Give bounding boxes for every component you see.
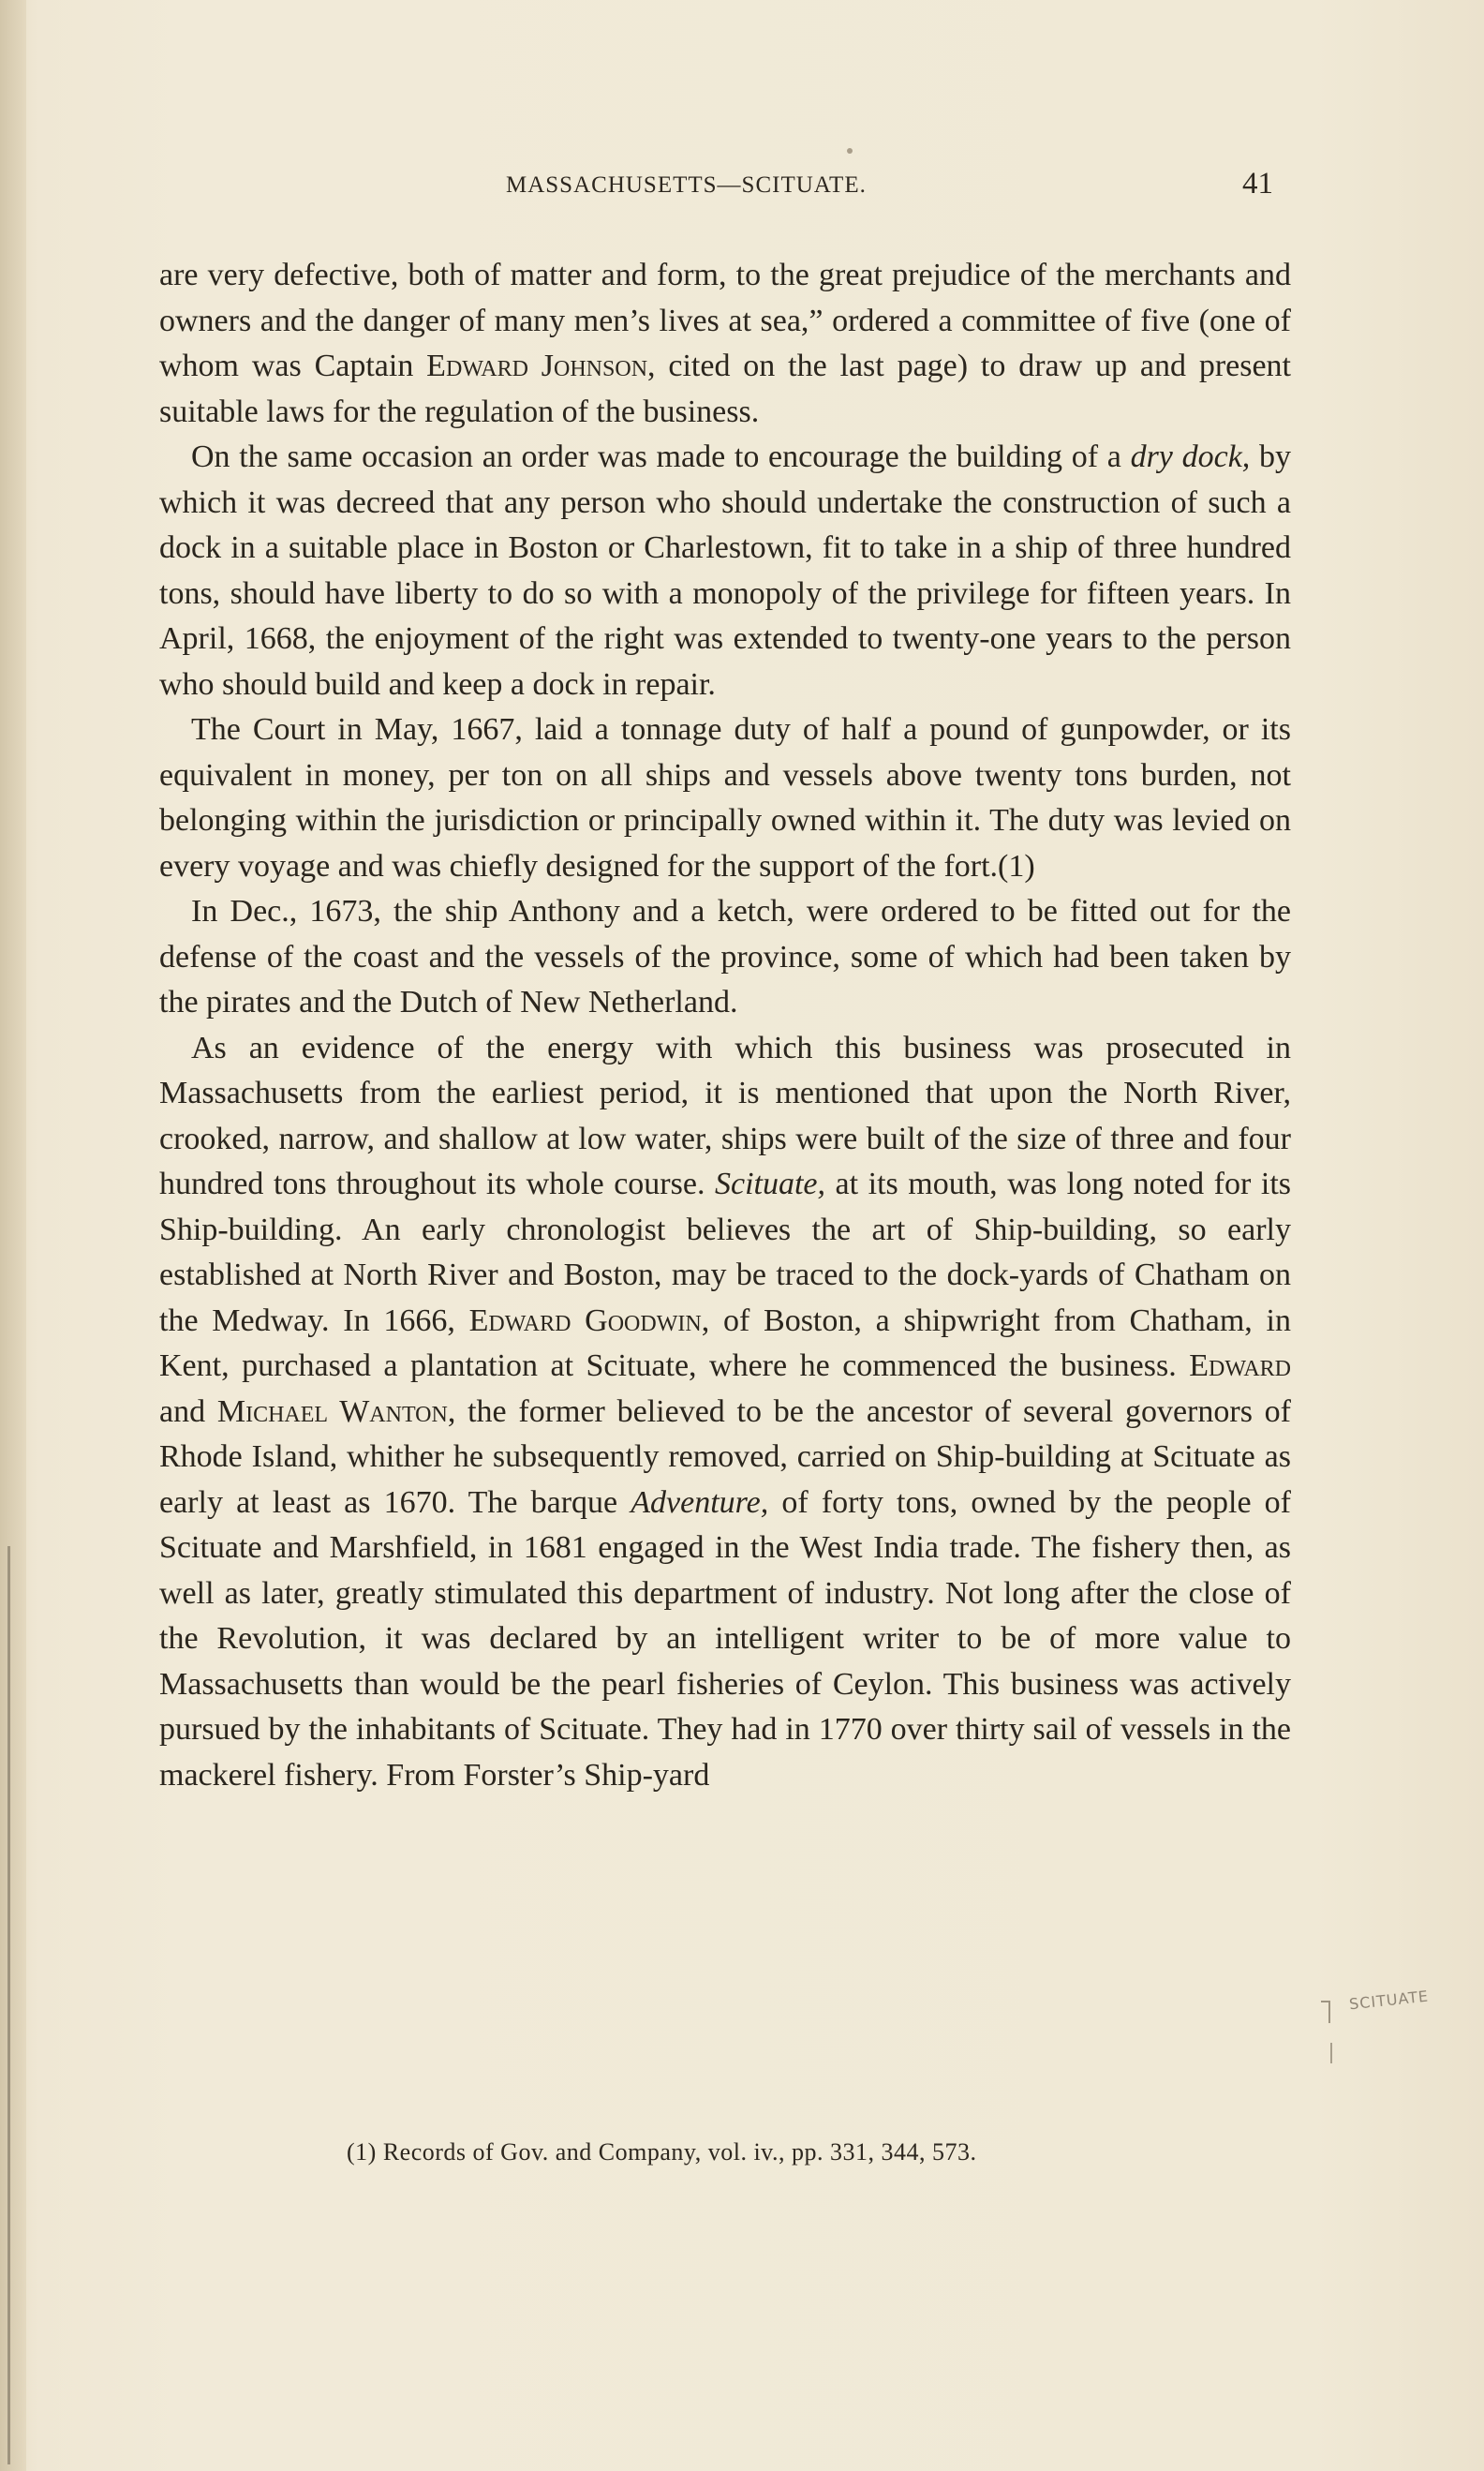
paragraph bbox=[159, 707, 1291, 889]
text-run: , of Boston, a shipwright from Chatham, in Kent, purchased a plantation at Scituate, where he commenced the business. bbox=[159, 1302, 1291, 1383]
text-run: , cited on the last page) to draw up and present suitable laws for the regulation of the business. bbox=[159, 349, 1291, 429]
paragraph bbox=[159, 1026, 1291, 1799]
binding-edge-line bbox=[7, 1546, 10, 2464]
running-head bbox=[159, 169, 1284, 206]
body-text bbox=[159, 253, 1291, 1798]
margin-tick-mark bbox=[1330, 2043, 1332, 2063]
paper-speck bbox=[847, 148, 853, 154]
text-run: are very defective, both of matter and form, to the great prejudice of the merchants and owners and the danger of many men’s lives at sea,” ordered a committee of five (one of whom was Captain bbox=[159, 258, 1291, 383]
small-caps-name: Edward Goodwin bbox=[468, 1302, 702, 1338]
paragraph bbox=[159, 889, 1291, 1026]
small-caps-name: Edward Johnson bbox=[426, 349, 648, 383]
page-number: 41 bbox=[1242, 167, 1273, 201]
text-run: The Court in May, 1667, laid a tonnage duty of half a pound of gunpowder, or its equivalent in money, per ton on all ships and vessels above twenty tons burden, not belonging within the jurisdiction or principally owned within it. The duty was levied on every voyage and was chiefly designed for the support of the fort.(1) bbox=[159, 712, 1291, 884]
paragraph bbox=[159, 253, 1291, 435]
margin-handwritten-note: SCITUATE bbox=[1348, 1987, 1430, 2014]
italic-text: Scituate, bbox=[714, 1167, 826, 1201]
paragraph bbox=[159, 435, 1291, 707]
italic-text: dry dock, bbox=[1130, 439, 1251, 474]
text-run: In Dec., 1673, the ship Anthony and a ketch, were ordered to be fitted out for the defense of the coast and the vessels of the province, some of which had been taken by the pirates and the Dutch of New Netherland. bbox=[159, 894, 1291, 1020]
text-run: of forty tons, owned by the people of Scituate and Marshfield, in 1681 engaged in the West India trade. The fishery then, as well as later, greatly stimulated this department of industry. Not long after the close of the Revolution, it was declared by an intelligent writer to be of more value to Massachusetts than would be the pearl fisheries of Ceylon. This business was actively pursued by the inhabitants of Scituate. They had in 1770 over thirty sail of vessels in the mackerel fishery. From Forster’s Ship-yard bbox=[159, 1484, 1291, 1793]
text-run: at its mouth, was long noted for its Ship-building. An early chronologist believes the art of Ship-building, so early established at North River and Boston, may be traced to the dock-yards of Chatham on the Medway. In 1666, bbox=[159, 1167, 1291, 1338]
footnote: (1) Records of Gov. and Company, vol. iv., pp. 331, 344, 573. bbox=[347, 2138, 977, 2166]
text-run: and bbox=[159, 1393, 217, 1429]
running-title: MASSACHUSETTS—SCITUATE. bbox=[506, 172, 867, 198]
small-caps-name: Edward bbox=[1189, 1348, 1291, 1383]
text-run: As an evidence of the energy with which this business was prosecuted in Massachusetts from the earliest period, it is mentioned that upon the North River, crooked, narrow, and shallow at low water, ships were built of the size of three and four hundred tons throughout its whole course. bbox=[159, 1030, 1291, 1201]
text-run: , the former believed to be the ancestor of several governors of Rhode Island, whither he subsequently removed, carried on Ship-building at Scituate as early at least as 1670. The barque bbox=[159, 1393, 1292, 1520]
small-caps-name: Michael Wanton bbox=[216, 1393, 448, 1429]
margin-bracket-mark bbox=[1321, 2001, 1330, 2023]
text-run: by which it was decreed that any person who should undertake the construction of such a dock in a suitable place in Boston or Charlestown, fit to take in a ship of three hundred tons, should have liberty to do so with a monopoly of the privilege for fifteen years. In April, 1668, the enjoyment of the right was extended to twenty-one years to the person who should build and keep a dock in repair. bbox=[159, 439, 1292, 702]
binding-gutter bbox=[0, 0, 26, 2471]
text-run: On the same occasion an order was made to encourage the building of a bbox=[191, 439, 1131, 474]
italic-text: Adventure, bbox=[631, 1484, 769, 1520]
